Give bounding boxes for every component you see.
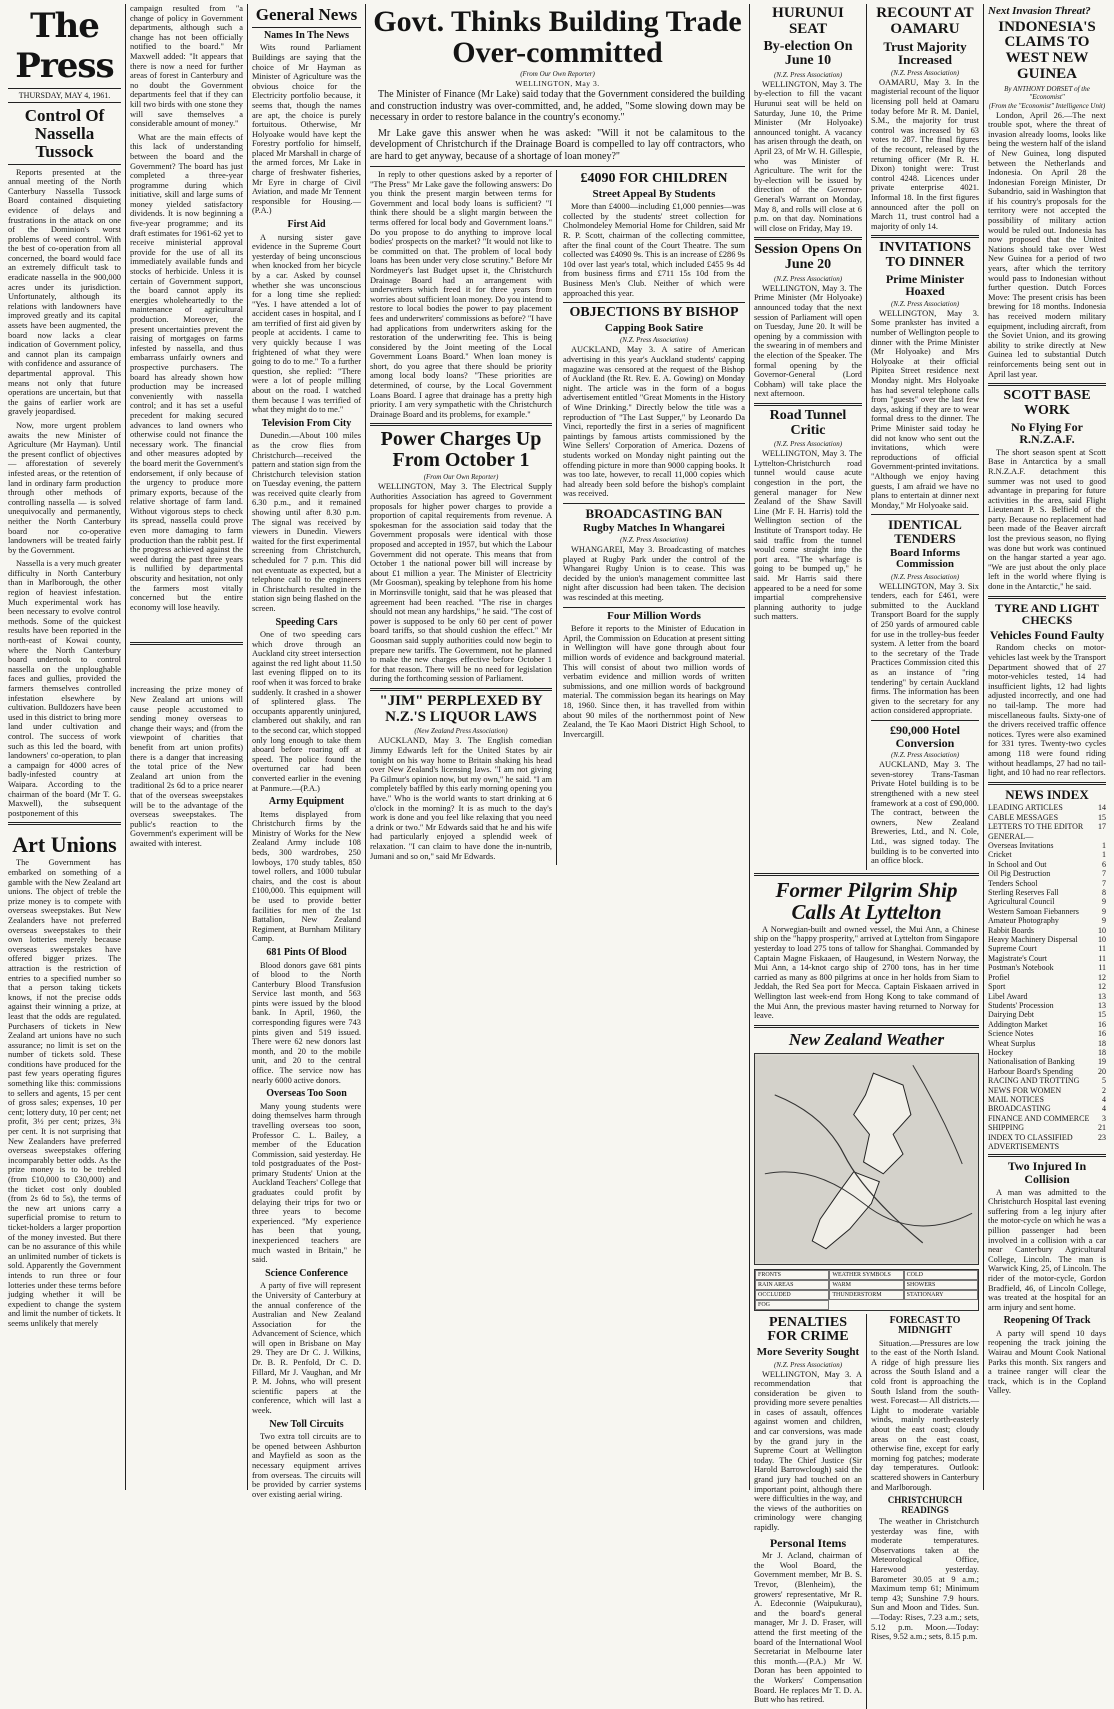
power-text: WELLINGTON, May 3. The Electrical Supply Authorities Association has agreed to Government proposals for higher power charges to provide a proportion of capital requirements from revenue. A spokesman for the association said today that the Government proposals were identical with those proposed and accepted in 1957, but which the Labour Government did not operate. This means that from October 1 the national power bill will increase by about £1 million a year. The Minister of Electricity (Mr Goosman), speaking by telephone from his home in Morrinsville tonight, said that he was pleased that agreement had been reached. "The rise in charges should not mean any hardships," he said. "The cost of power is supposed to be only 60 per cent of power board tariffs, so that should cushion the effect." Mr Goosman said supply authorities could now begin to prepare new tariffs. The Government, not he planned to make the new charges effective before October 1 for that reason. There will be no need for legislation during the forthcoming session of Parliament. [370,482,552,684]
track-text: A party will spend 10 days reopening the track joining the Wairau and Mount Cook National Parks this month. Six rangers and a trainee ranger will clear the track, which is in the Copland Valley. [988,1328,1106,1396]
news-index-page: 9 [1102,897,1106,907]
penalties-sub: More Severity Sought [756,1345,860,1358]
news-index-label: RACING AND TROTTING [988,1076,1080,1086]
hurunui-sub: By-election On June 10 [763,38,853,69]
tenders-byline: (N.Z. Press Association) [890,572,960,581]
legend-label: RAIN AREAS [755,1280,829,1290]
session-text: WELLINGTON, May 3. The Prime Minister (Mr Holyoake) announced today that the next session of Parliament will open on Tuesday, June 20. It will be opening by a commission with the swearing in of members and the election of the Speaker. The formal opening by the Governor-General (Lord Cobham) will take place the next afternoon. [754,283,862,399]
dinner-headline: INVITATIONS TO DINNER [878,240,972,270]
news-item-text: A party of five will represent the University of Canterbury at the annual conference of the Australian and New Zealand Association for the Advancement of Science, which will open in Brisbane on May 29. They are Dr C. J. Wilkins, Dr. B. R. Penfold, Dr C. D. Fillard, Mr J. Vaughan, and Mr P. M. Johns, who will present scientific papers at the conference, which will last a week. [252,1281,361,1416]
column-general-news [248,4,366,1499]
legend-label: STATIONARY [904,1290,978,1300]
news-index-label: LEADING ARTICLES [988,803,1063,813]
news-index-label: NEWS FOR WOMEN [988,1085,1062,1095]
forecast-column [871,1314,979,1709]
weather-title: New Zealand Weather [788,1029,945,1049]
penalties-byline: (N.Z. Press Association) [773,1360,843,1369]
oamaru-sub: Trust Majority Increased [883,38,967,68]
news-index-item [988,926,1106,935]
news-index-item [988,879,1106,888]
editorial-paragraph: Nassella is a very much greater difficulty in North Canterbury than in Marlborough, the other region of heaviest infestation. Much experimental work has been necessary to evolve control methods. Some of the quickest results have been reported in the north-east of Kowai county, where the North Canterbury board undertook to control nassella on the unploughable faces and gullies, provided the farmers themselves controlled infestation elsewhere by cultivation. Bulldozers have been used in this district to bring more land under cultivation and control. The success of work such as this led the board, with landowners' co-operation, to plan a campaign for 4000 acres of badly-infested country at Waipara. According to the chairman of the board (Mr T. G. Maxwell), the subsequent postponement of this [8,559,121,818]
masthead-title: The Press [15,6,114,86]
news-index-label: SHIPPING [988,1123,1025,1133]
news-index-item [988,1114,1106,1123]
news-index-page: 13 [1098,1000,1106,1010]
column-editorial [4,4,126,1490]
news-index-page: 12 [1098,972,1106,982]
news-index-label: Magistrate's Court [988,953,1047,963]
news-index-item [988,1067,1106,1076]
fund-sub: Street Appeal By Students [592,187,716,200]
news-index-page: 15 [1098,812,1106,822]
news-index-page: 20 [1098,1066,1106,1076]
penalties-text: WELLINGTON, May 3. A recommendation that consideration be given to providing more severe penalties in cases of assault, offences against women and children, and car conversions, was made by the grand jury in the Supreme Court at Wellington today. The Chief Justice (Sir Harold Barrowclough) said the grand jury had touched on an important point, although there were difficulties in the way, and the views of the authorities on criminology were changing rapidly. [754,1369,862,1533]
lead-intro-2: Mr Lake gave this answer when he was asked: "Will it not be calamitous to the development of Christchurch if the Drainage Board is compelled to lay off contractors, who are hard to get anyway, because of a shortage of loan money?" [370,127,745,162]
news-index-item [988,944,1106,953]
news-index-page: 11 [1098,953,1106,963]
news-index-label: Postman's Notebook [988,963,1054,973]
invasion-kicker: Next Invasion Threat? [988,5,1091,17]
track-headline: Reopening Of Track [1003,1315,1091,1327]
readings-title: CHRISTCHURCH READINGS [887,1495,963,1515]
news-item-title: Television From City [261,417,352,429]
oamaru-byline: (N.Z. Press Association) [890,68,960,77]
news-index-item [988,860,1106,869]
tyre-sub: Vehicles Found Faulty [989,627,1105,642]
liquor-byline: (New Zealand Press Association) [414,727,508,736]
hurunui-headline: HURUNUI SEAT [772,5,844,37]
lead-left-subcolumn [370,170,557,865]
news-index-page: 9 [1102,916,1106,926]
news-index-item [988,1048,1106,1057]
news-index-page: 11 [1098,944,1106,954]
news-item-text: Blood donors gave 681 pints of blood to the North Canterbury Blood Transfusion Service last month, and 563 pints were issued by the blood bank. In April, 1960, the corresponding figures were 743 pints given and 519 issued. There were 62 new donors last month, and 20 to the mobile unit, and 20 to the central office. The service now has nearly 6000 active donors. [252,960,361,1085]
news-index-page: 10 [1098,925,1106,935]
news-index-label: Supreme Court [988,944,1037,954]
legend-label: WEATHER SYMBOLS [829,1270,903,1280]
news-item-title: 681 Pints Of Blood [266,947,347,958]
news-index-page: 15 [1098,1010,1106,1020]
news-index-page: 1 [1102,841,1106,850]
legend-label: THUNDERSTORM [829,1290,903,1300]
news-index-page: 16 [1098,1029,1106,1039]
news-index-label: Profiel [988,972,1010,982]
news-index-label: Rabbit Boards [988,925,1034,935]
bishop-text: AUCKLAND, May 3. A satire of American advertising in this year's Auckland students' capping magazine was censored at the request of the Bishop of Auckland (the Rt. Rev. E. A. Gowing) on Monday night. The article was in the form of a bogus advertisement entitled "Great Moments in the History of Wine Drinking." Directly below the title was a reproduction of "The Last Supper," by Leonardo Da Vinci, reportedly the first in a series of magnificent paintings by famous artists commissioned by the Wine Sellers' Corporation of America. Dozens of students worked on Monday night painting out the offending picture in more than 9000 capping books. It was too late, however, to recall 11,000 copies which had already been sold before the bishop's complaint was received. [563,345,745,499]
news-index-page: 7 [1102,869,1106,879]
news-index-label: Oil Pig Destruction [988,869,1051,879]
news-item-title: First Aid [287,219,326,231]
forecast-text: Situation.—Pressures are low to the east of the North Island. A ridge of high pressure lies across the South Island and a cold front is approaching the South Island from the south-west. Forecast— All districts.—Light to moderate variable winds, mainly north-easterly about the east coast; cloudy areas on the east coast, otherwise fine, except for early morning fog patches; moderate day temperatures. Outlook: scattered showers in Canterbury and Marlborough. [871,1338,979,1492]
art-unions-paragraph: increasing the prize money of New Zealand art unions will cause people accustomed to sending money overseas to change their ways; and (from the viewpoint of charities that benefit from art union profits) there is a danger that increasing the total price of the New Zealand art union from the traditional 2s 6d to a price nearer that of the overseas sweepstakes will be to the advantage of the overseas sweepstakes. The public's reaction to the Government's experiment will be awaited with interest. [130,685,243,848]
news-index-item [988,954,1106,963]
news-index-item [988,1123,1106,1132]
news-index-item [988,832,1106,841]
pilgrim-text: A Norwegian-built and owned vessel, the Mui Ann, a Chinese ship on the "happy prosperity," arrived at Lyttelton from Singapore yesterday to load 275 tons of tallow for Shanghai. Commanded by Captain Magne Fiskaaen, of Haugesund, in Western Norway, the Mui Ann, a 14-knot cargo ship of 2700 tons, has in her time carried as many as 800 pilgrims at once in her holds from Siam to Jeddah, the Red Sea port for Mecca. Captain Fiskaaen arrived in Wellington last week-end from Hong Kong to take command of the Mui Ann, the previous master having returned to Norway for leave. [754,924,979,1021]
fund-text: More than £4000—including £1,000 pennies—was collected by the students' street collection for Cholmondeley Memorial Home for Children, said Mr R. P. Scott, chairman of the collecting committee, after the final count of the Court Theatre. The sum collected was £4090 9s. This is an increase of £286 9s 10d over last year's total, which included £455 9s 4d from business firms and £711 15s 10d from the Business Men's Club. Neither of which were approached this year. [563,202,745,298]
collision-text: A man was admitted to the Christchurch Hospital last evening suffering from a leg injury after the motor-cycle on which he was a pillion passenger had been involved in a collision with a car near Canterbury Agricultural College, Lincoln. The man is Warwick King, 25, of Lincoln. The rider of the motor-cycle, Gordon Bradfield, 46, of Lincoln College, was treated at the hospital for an arm injury and sent home. [988,1187,1106,1312]
news-item-title: Science Conference [265,1267,348,1279]
news-index-label: BROADCASTING [988,1104,1051,1114]
lead-byline: (From Our Own Reporter) [520,70,595,78]
legend-label: OCCLUDED [755,1290,829,1300]
dinner-sub: Prime Minister Hoaxed [885,271,965,299]
news-index-page: 18 [1098,1047,1106,1057]
right-subcolumn-b [871,4,979,870]
news-index-page: 17 [1098,822,1106,832]
power-byline: (From Our Own Reporter) [423,473,499,482]
news-index-item [988,982,1106,991]
hurunui-text: WELLINGTON, May 3. The by-election to fill the vacant Hurunui seat will be held on Saturday, June 10, the Prime Minister (Mr Holyoake) announced tonight. A vacancy has arisen through the death, on April 23, of Mr W. H. Gillespie, who was Minister of Agriculture. The writ for the by-election will be issued by direction of the Governor-General's Warrant on Monday, May 8, and rolls will close at 6 p.m. on that day. Nominations will close on Friday, May 19. [754,79,862,233]
news-index-page: 12 [1098,982,1106,992]
pilgrim-headline: Former Pilgrim Ship Calls At Lyttelton [775,877,958,924]
news-item-title: Army Equipment [268,796,345,808]
news-index-label: Dairying Debt [988,1010,1034,1020]
bishop-headline: OBJECTIONS BY BISHOP [569,305,739,321]
news-index-page: 11 [1098,963,1106,973]
lead-text: In reply to other questions asked by a reporter of "The Press" Mr Lake gave the following answers: Do you think the present margin between terms for Government and local body loans is sufficient? "I think there should be a slight margin between the terms offered for local body and Government loans." Do you propose to do anything to improve local bodies' prospects on the market? "It would not like to be committed on that. The problem of local body loans has been under very close scrutiny." Before Mr Nordmeyer's last Budget upset it, the Christchurch Drainage Board had an arrangement with underwriters which freed it for three years from worries about sufficient loan money. Do you intend to restore to local bodies the power to pay placement fees and underwriters' commissions as before? "I have had applications from underwriters asking for the restoration of the underwriting fee. This is being considered by the Joint meeting of the Local Government Loans Board." When loan money is short, do you agree that there should be priority among local body loans? "These priorities are determined, of course, by the Local Government Loans Board. I agree that drainage has a pretty high priority. I am very sympathetic with the Christchurch Drainage Board and its problems, for example." [370,170,552,419]
news-index-title: NEWS INDEX [1005,786,1089,802]
news-index-page: 4 [1102,1104,1106,1114]
tenders-sub: Board Informs Commission [890,546,960,571]
session-byline: (N.Z. Press Association) [773,274,843,283]
column-editorial-cont [126,4,248,1490]
news-index-label: In School and Out [988,859,1047,869]
news-index-page: 16 [1098,1019,1106,1029]
tenders-text: WELLINGTON, May 3. Six tenders, each for £461, were submitted to the Auckland Transport Board for the supply of 250 yards of armoured cable for use in the trolley-bus feeder system. A letter from the board to the secretary of the Trade Practices Commission cited this as an instance of "ring tendering" by certain Auckland firms. The information has been given to the secretary for any action considered appropriate. [871,581,979,716]
news-index-label: Heavy Machinery Dispersal [988,935,1078,945]
personal-text: Mr J. Acland, chairman of the Wool Board, the Government member, Mr B. S. Trevor, (Blenheim), the growers' representative, Mr R. A. Edeconnie (Waipukurau), and the board's general manager, Mr J. D. Fraser, will attend the first meeting of the board of the International Wool Secretariat in Melbourne later this month.—(P.A.) Mr W. Doran has been appointed to the Workers' Compensation Board. He replaces Mr T. D. A. Butt who has retired. [754,1551,862,1705]
news-index-label: Cricket [988,850,1012,860]
news-index-label: GENERAL— [988,831,1034,841]
legend-label: FRONTS [755,1270,829,1280]
news-index-item [988,813,1106,822]
news-item-text: Wits round Parliament Buildings are saying that the choice of Mr Hayman as Minister of Agriculture was the obvious choice for the Electricity portfolio because, it seems that, though the names are apt, the choice is purely fortuitous. Otherwise, Mr Holyoake would have kept the Forestry portfolio for himself, placed Mr Marshall in charge of the armed forces, Mr Lake in charge of freshwater fisheries, Mr Eyre in charge of Civil Aviation, and made Mr Tennent responsible for Housing.—(P.A.) [252,43,361,216]
news-index-page: 8 [1102,888,1106,898]
news-index-label: Nationalisation of Banking [988,1057,1075,1067]
hotel-headline: £90,000 Hotel Conversion [890,723,960,750]
lead-right-subcolumn [563,170,745,865]
news-index-page: 21 [1098,1123,1106,1133]
news-index-label: LETTERS TO THE EDITOR [988,822,1084,832]
liquor-text: AUCKLAND, May 3. The English comedian Jimmy Edwards left for the United States by air tonight on his way home to Britain shaking his head over New Zealand's licensing laws. "I am not giving Pa Gilmur's opinion now, but my own," he said. "I am completely baffled by this early morning opening you have." Who is the world wants to start drinking at 6 o'clock in the morning? It is as much to the day's work is done and you feel like relaxing that you need a drink or two." Mr Edwards said that he and his wife had particularly enjoyed a splendid week of relaxation. "I can claim to have done the in-nuntrib, Jumani and so on," said Mr Edwards. [370,736,552,861]
column-far-right [984,4,1110,1490]
news-index-page: 14 [1098,803,1106,813]
news-index-page: 23 [1098,1132,1106,1142]
news-index-label: Sterling Reserves Fall [988,888,1059,898]
news-index-page: 6 [1102,859,1106,869]
news-index-page: 9 [1102,906,1106,916]
legend-label: WARM [829,1280,903,1290]
weather-legend [754,1269,979,1311]
tyre-headline: TYRE AND LIGHT CHECKS [994,600,1100,628]
news-index-label: Harbour Board's Spending [988,1066,1073,1076]
news-index-page: 2 [1102,1085,1106,1095]
newspaper-page [4,4,1110,1705]
words-headline: Four Million Words [607,609,701,622]
session-headline: Session Opens On June 20 [754,242,862,273]
lead-headline: Govt. Thinks Building Trade Over-committed [373,5,742,69]
news-index-page: 13 [1098,991,1106,1001]
scott-headline: SCOTT BASE WORK [1003,388,1091,418]
news-index-item [988,1086,1106,1095]
legend-label: SHOWERS [904,1280,978,1290]
news-index-label: Overseas Invitations [988,841,1054,850]
news-index-label: MAIL NOTICES [988,1094,1044,1104]
oamaru-text: OAMARU, May 3. In the magisterial recount of the liquor licensing poll held at Oamaru today before Mr R. M. Daniel, S.M., the majority for trust control was increased by 63 votes to 287. The final figures of the recount, released by the returning officer (Mr R. H. Dixon) tonight were: Trust control 4248. Licences under private enterprise 4021. Informal 18. In the first figures announced after the poll on March 11, trust control had a majority of only 14. [871,77,979,231]
lead-intro: The Minister of Finance (Mr Lake) said today that the Government considered the building and construction industry was over-committed, and, he added, "Some slowing down may be necessary in order to restore balance in the country's economy." [370,89,745,123]
news-index-item [988,1029,1106,1038]
oamaru-headline: RECOUNT AT OAMARU [876,5,974,37]
bishop-byline: (N.Z. Press Association) [619,336,689,345]
dinner-text: WELLINGTON, May 3. Some prankster has invited a number of Wellington people to dinner with the Prime Minister (Mr Holyoake) and Mrs Holyoake at their official Pipitea Street residence next Monday night. Mrs Holyoake has had several telephone calls from "guests" over the last few days, asking if they are to wear formal dress to the dinner. The Prime Minister said today he did not know who sent out the invitations, which were reproductions of official Government-printed invitations. "Although we enjoy having guests, I am afraid we have no plans to entertain at dinner next Monday," Mr Holyoake said. [871,308,979,510]
news-item-title: Speeding Cars [275,616,338,628]
news-index-page: 7 [1102,878,1106,888]
news-index-label: Tenders School [988,878,1038,888]
collision-headline: Two Injured In Collision [1007,1159,1087,1186]
news-index-label: Addington Market [988,1019,1048,1029]
general-news-header: General News [255,5,358,24]
news-index-item [988,992,1106,1001]
news-index-label: Science Notes [988,1029,1034,1039]
readings-text: The weather in Christchurch yesterday was fine, with moderate temperatures. Observations taken at the Meteorological Office, Harewood yesterday. Barometer 30.05 at 9 a.m.; Maximum temp 61; Minimum temp 43; Sunshine 7.9 hours. Sun and Moon and Tides. Sun.—Today: Rises, 7.23 a.m.; sets, 5.12 p.m. Moon.—Today: Rises, 9.52 a.m.; sets, 8.15 p.m. [871,1516,979,1642]
column-right-block [750,4,984,1705]
liquor-headline: "JIM" PERPLEXED BY N.Z.'S LIQUOR LAWS [379,692,543,725]
editorial-paragraph: Now, more urgent problem awaits the new Minister of Agriculture (Mr Hayman). Until the present conflict of objectives — afforestation of severely infested areas, or the retention of land in ordinary farm production through other methods of controlling nassella — is solved unequivocally and permanently, neither the North Canterbury board nor co-operative landowners will be treated fairly by the Government. [8,420,121,555]
forecast-title: FORECAST TO MIDNIGHT [889,1314,961,1337]
news-index-label: Sport [988,982,1006,992]
news-index-label: INDEX TO CLASSIFIED ADVERTISEMENTS [988,1132,1073,1151]
art-unions-paragraph: The Government has embarked on something of a gamble with the New Zealand art unions. The object of treble the prize money is to compete with overseas sweepstakes. But New Zealanders have not preferred overseas sweepstakes to their own lotteries merely because overseas sweepstakes have offered bigger prizes. The attraction is the restriction of entries to a specified number so that a person taking tickets knows, if not the precise odds against their winning a prize, at least that the odds are regulated. Purchasers of tickets in New Zealand art unions have no such assurance; no limit is set on the number of tickets sold. These conditions have produced for the past few years operating figures something like this: commissions to sellers and agents, 15 per cent of gross sales; expenses, 10 per cent; lottery duty, 10 per cent; net profit, 3½ per cent; prizes, 3¾ per cent. It is not surprising that New Zealanders have preferred overseas sweepstakes offering incomparably better odds. As the prize money is to be trebled (from £10,000 to £30,000) and the ticket cost only doubled (from 2s 6d to 5s), the terms of the new art unions carry a superficial promise to return to ticket-holders a larger proportion of the money invested. But there can be no assurance of this while an unlimited number of tickets is sold. Apparently the Government intends to run three or four lotteries under these terms before judging whether it will be expedient to change the system and limit the number of tickets. It seems unlikely that merely [8,858,121,1328]
news-index-page: 4 [1102,1094,1106,1104]
news-index-label: Libel Award [988,991,1028,1001]
legend-label: COLD [904,1270,978,1280]
hurunui-byline: (N.Z. Press Association) [773,70,843,79]
invasion-text: London, April 26.—The next trouble spot, where the threat of invasion already looms, looks like being the western half of the island of New Guinea, long disputed between the Netherlands and Indonesia. On April 28 the Indonesian Foreign Minister, Dr Subandrio, said in Washington that if his country's proposals for the territory were not accepted the possibility of military action would be ruled out. Indonesia has now proposed that the United Nations should take over West New Guinea for a period of two years, after which the territory would pass to Indonesian without further question. Dutch Forces Move: The present crisis has been brewing for 18 months. Indonesia has received modern military equipment, including aircraft, from the Soviet Union, and its growing ability to strike directly at New Guinea led to substantial Dutch reinforcements being sent out in April last year. [988,110,1106,379]
rugby-sub: Rugby Matches In Whangarei [583,521,725,534]
news-index-list [988,803,1106,1151]
news-index-page: 5 [1102,1076,1106,1086]
editorial-paragraph: What are the main effects of this lack of understanding between the board and the Government? The board has just completed a three-year programme during which initiative, skill and large sums of money yielded satisfactory dividends. It is now beginning a five-year programme; and its draft estimates for 1961-62 yet to receive ministerial approval provide for the use of all its immediately available funds and stocks of herbicide. Unless it is certain of Government support, the board cannot apply its energies wholeheartedly to the maintenance of agricultural production. Moreover, the present uncertainties prevent the raising of mortgages on farms infested by nassella, and thus embarrass unfairly owners and prospective purchasers. The board has already shown how production may be increased conveniently with nassella control; and it has set a useful precedent for making secured advances to land owners who otherwise could not finance the necessary work. The financial and other measures adopted by the board merit the Government's endorsement, if only because of the urgency to produce more primary exports, because of the relative shortage of farm land. Without vigorous steps to check its spread, nassella could prove even more damaging to farm production than the rabbit pest. If the progress achieved against the weed during the past three years is nullified by departmental obscurity and hesitation, not only the farmers most vitally concerned but the entire economy will lose heavily. [130,132,243,612]
news-item-title: Overseas Too Soon [266,1088,347,1100]
news-item-text: Dunedin.—About 100 miles as the crow flies from Christchurch—received the pattern and station sign from the Christchurch television station on Tuesday evening, the pattern was received quite clearly from 6.30 p.m., and it remained showing until after 8.30 p.m. The signal was received by viewers in Dunedin. Viewers waited for the first experimental screening from Christchurch, scheduled for 7 p.m. This did not eventuate as expected, but a telephone call to the engineers in Christchurch resulted in the station sign being flashed on the screen. [252,431,361,613]
news-item-text: Two extra toll circuits are to be opened between Ashburton and Mayfield as soon as the necessary equipment arrives from overseas. The circuits will be provided by carrier systems over existing aerial wiring. [252,1432,361,1499]
power-headline: Power Charges Up From October 1 [380,428,542,472]
penalties-column [754,1314,867,1709]
news-index-item [988,935,1106,944]
news-index-item [988,1020,1106,1029]
news-item-text: Many young students were doing themselves harm through travelling overseas too soon, Professor C. L. Bailey, a member of the Education Commission, said yesterday. He told postgraduates of the Post-primary Students' Union at the Auckland Teachers' College that graduates could profit by delaying their trips for two or three years to become experienced. "My experience has been that young, inexperienced teachers are much wasted in Britain," he said. [252,1101,361,1265]
scott-sub: No Flying For R.N.Z.A.F. [1011,419,1083,447]
news-index-label: Wheat Surplus [988,1038,1036,1048]
news-index-item [988,1104,1106,1113]
masthead-date: THURSDAY, MAY 4, 1961. [8,88,121,103]
weather-map [754,1053,979,1265]
tunnel-byline: (N.Z. Press Association) [773,440,843,449]
news-index-page: 19 [1098,1057,1106,1067]
invasion-byline: By ANTHONY DORSET of the "Economist" [1004,84,1090,101]
penalties-headline: PENALTIES FOR CRIME [767,1314,849,1345]
news-item-text: Items displayed from Christchurch firms by the Ministry of Works for the New Zealand Army include 108 beds, 300 wardrobes, 250 lowboys, 170 study tables, 850 towel rollers, and 1000 tubular chairs, and the cost is about £100,000. This equipment will be used to provide better facilities for men of the 1st Battalion, New Zealand Regiment, at Burnham Military Camp. [252,809,361,944]
news-index-page: 3 [1102,1113,1106,1123]
news-index-item [988,850,1106,859]
news-index-page: 18 [1098,1038,1106,1048]
fund-headline: £4090 FOR CHILDREN [580,171,728,186]
tyre-text: Random checks on motor-vehicles last week by the Transport Department showed that of 27 motor-vehicles tested, 14 had insufficient lights, 12 had lights adjusted incorrectly, and one had no tail-lamp. The more had miscellaneous faults. Sixty-one of the drivers received traffic offence notices. Tyres were also examined for 331 tyres. Twenty-two cycles among 118 were found riding without headlamps, 27 had no tail-light, and 10 had no rear reflectors. [988,643,1106,778]
news-index-label: Western Samoan Fiebanners [988,906,1079,916]
news-index-label: Hockey [988,1047,1013,1057]
news-index-item [988,897,1106,906]
news-item-title: Names In The News [263,29,350,41]
news-index-item [988,1076,1106,1085]
words-text: Before it reports to the Minister of Education in April, the Commission on Education at present sitting in Wellington will have gone through about four million words of evidence and background material. This will consist of about two million words of verbatim evidence and million words of written submissions, and one million words of background material. The commission began its hearings on May 18, 1960. Since then, it has travelled from within about 90 miles of the northernmost point of New Zealand, the Te Kao Maori District High School, to Invercargill. [563,624,745,739]
editorial-paragraph: campaign resulted from "a change of policy in Government departments, although such a change has not been officially notified to the board." Mr Maxwell added: "It appears that there is now a need for further areas of forest in Canterbury and no doubt the Government departments feel that if they can kill two birds with one stone they will save themselves a considerable amount of money." [130,4,243,129]
news-index-item [988,822,1106,831]
news-index-item [988,1010,1106,1019]
news-index-label: Students' Procession [988,1000,1054,1010]
weather-map-graphic [755,1054,978,1264]
column-lead-block [366,4,750,1490]
hotel-text: AUCKLAND, May 3. The seven-storey Trans-Tasman Private Hotel building is to be strengthened with a new steel framework at a cost of £90,000. The contract, between the owners, New Zealand Breweries, Ltd., and N. Cole, Ltd., was signed today. The building is to be converted into an office block. [871,760,979,866]
lead-dateline: WELLINGTON, May 3. [515,79,600,88]
tunnel-headline: Road Tunnel Critic [769,407,847,438]
news-index-item [988,803,1106,812]
news-item-text: One of two speeding cars which drove through an Auckland city street intersection against the red light about 11.50 last evening flipped on to its roof when it was forced to brake suddenly. It crashed in a shower of splintered glass. The occupants apparently uninjured, clambered out shakily, and ran to the second car, which stopped only long enough to take them aboard before roaring off at speed. The police found the overturned car had been converted earlier in the evening at Panmure.—(P.A.) [252,630,361,793]
invasion-byline-2: (From the "Economist" Intelligence Unit) [988,101,1106,110]
invasion-headline: INDONESIA'S CLAIMS TO WEST NEW GUINEA [998,18,1096,82]
news-index-item [988,1133,1106,1152]
news-index-item [988,907,1106,916]
news-index-label: CABLE MESSAGES [988,812,1059,822]
news-index-item [988,1095,1106,1104]
rugby-text: WHANGAREI, May 3. Broadcasting of matches played at Rugby Park under the control of the Whangarei Rugby Union is to cease. This was decided by the union's management committee last night after discussion had been taken. The decision was rescinded at this meeting. [563,545,745,603]
rugby-byline: (N.Z. Press Association) [619,536,689,545]
news-index-item [988,1039,1106,1048]
news-index-item [988,869,1106,878]
news-index-label: FINANCE AND COMMERCE [988,1113,1090,1123]
rugby-headline: BROADCASTING BAN [585,505,723,521]
news-index-item [988,963,1106,972]
dinner-byline: (N.Z. Press Association) [890,299,960,308]
news-item-title: New Toll Circuits [269,1418,344,1430]
editorial-headline: Control Of Nassella Tussock [24,106,105,161]
tunnel-text: WELLINGTON, May 3. The Lyttelton-Christchurch road tunnel would cause acute congestion in the port, the general manager for New Zealand of the Shaw Savill Line (Mr F. H. Harris) told the Wellington section of the Institute of Transport today. He said traffic from the tunnel would come straight into the port area. "The wharfage is going to be bumped up," he said. Mr Harris said there appeared to be a need for some impartial comprehensive planning authority to judge such matters. [754,449,862,622]
news-index-item [988,888,1106,897]
news-index-item [988,1057,1106,1066]
right-subcolumn-a [754,4,867,870]
news-index-item [988,841,1106,850]
scott-text: The short season spent at Scott Base in Antarctica by a small R.N.Z.A.F. detachment this summer was not used to good advantage in preparing for future activities in the area, said Flight Lieutenant P. S. Belfield of the party. Because no replacement had been made of the Beaver aircraft lost the previous season, no flying was done but work was continued on the hangar started a year ago. "We are just about the only place left in the world where flying is done in the Antarctic," he said. [988,447,1106,592]
news-index-page: 10 [1098,935,1106,945]
news-index-label: Amateur Photography [988,916,1059,926]
editorial-paragraph: Reports presented at the annual meeting of the North Canterbury Nassella Tussock Board contained disquieting evidence of delays and frustrations in the attack on one of the Dominion's worst problems of weed control. With the best of co-operation from all concerned, the board would face an extremely difficult task to eradicate nassella in the 900,000 acres under its jurisdiction. Unfortunately, although its relations with landowners have improved greatly and its capital assets have been augmented, the board now lacks a clear indication of Government policy, and cannot plan its campaign with confidence and assurance of departmental approval. This means not only that future operations are uncertain, but that the gains of earlier work are gravely jeopardised. [8,167,121,417]
news-index-item [988,973,1106,982]
tenders-headline: IDENTICAL TENDERS [888,517,962,546]
news-index-item [988,916,1106,925]
personal-headline: Personal Items [769,1535,847,1550]
legend-label: FOG [755,1300,829,1310]
bishop-sub: Capping Book Satire [604,321,704,334]
news-index-item [988,1001,1106,1010]
hotel-byline: (N.Z. Press Association) [890,751,960,760]
art-unions-headline: Art Unions [12,832,117,858]
news-item-text: A nursing sister gave evidence in the Supreme Court yesterday of being unconscious when knocked from her bicycle by a car. Asked by counsel whether she was unconscious for a long time she replied: "Yes. I have attended a lot of accident cases in hospital, and I am terrified of first aid given by people at accidents. I came to very quickly because I was frightened of what they were going to do to me." To a further question, she replied: "There were a lot of people milling about on the road. I watched them because I was terrified of what they might do to me." [252,232,361,415]
news-index-page: 1 [1102,850,1106,860]
news-index-label: Agricultural Council [988,897,1055,907]
